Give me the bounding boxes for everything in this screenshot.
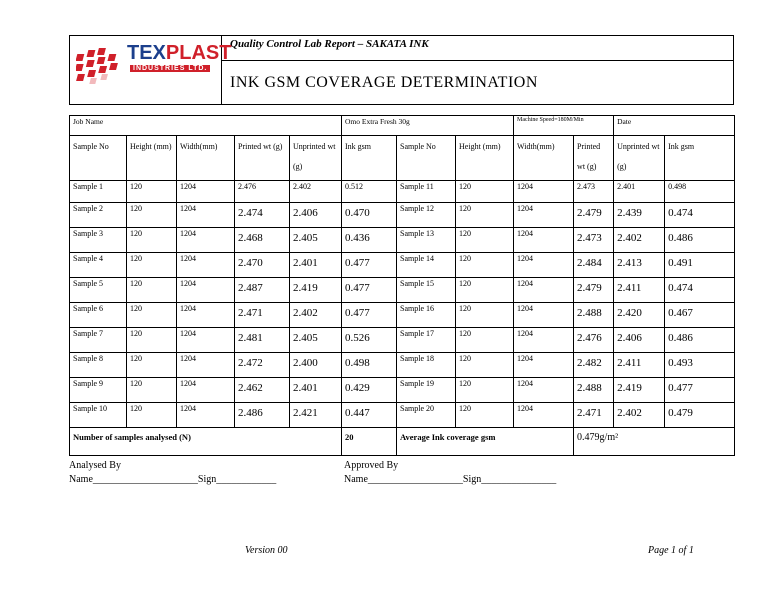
table-cell: 1204 (177, 253, 235, 278)
column-header: Sample No (70, 136, 127, 181)
approved-by-block (344, 460, 556, 485)
table-row (70, 228, 735, 253)
table-cell: 120 (456, 228, 514, 253)
table-cell: 2.470 (235, 253, 290, 278)
table-cell: 0.474 (665, 278, 735, 303)
approved-by-signature-line: Name___________________Sign_______________ (344, 474, 557, 485)
table-cell: 0.467 (665, 303, 735, 328)
table-cell: 2.401 (290, 253, 342, 278)
logo-subtitle: INDUSTRIES LTD. (130, 65, 210, 72)
table-cell: 1204 (514, 303, 574, 328)
table-cell: 2.405 (290, 228, 342, 253)
table-cell: 0.526 (342, 328, 397, 353)
average-value: 0.479g/m² (574, 428, 735, 456)
table-cell: 2.474 (235, 203, 290, 228)
table-cell: 120 (127, 203, 177, 228)
table-cell: 2.482 (574, 353, 614, 378)
column-header: Unprinted wt (g) (290, 136, 342, 181)
table-cell: Sample 8 (70, 353, 127, 378)
table-cell: Sample 7 (70, 328, 127, 353)
logo-cell (70, 36, 232, 105)
table-cell: 2.488 (574, 303, 614, 328)
table-cell: Sample 13 (397, 228, 456, 253)
column-header: Width(mm) (514, 136, 574, 181)
table-cell: 0.512 (342, 181, 397, 203)
report-title: Quality Control Lab Report – SAKATA INK (222, 36, 734, 61)
table-cell: 1204 (177, 181, 235, 203)
table-cell: 1204 (514, 353, 574, 378)
table-cell: Sample 16 (397, 303, 456, 328)
table-cell: Sample 1 (70, 181, 127, 203)
table-cell: 2.420 (614, 303, 665, 328)
table-cell: Sample 10 (70, 403, 127, 428)
table-cell: 120 (127, 181, 177, 203)
table-cell: 0.470 (342, 203, 397, 228)
table-cell: 2.486 (235, 403, 290, 428)
analysed-by-signature-line: Name_____________________Sign____________ (69, 474, 277, 485)
table-cell: 120 (127, 228, 177, 253)
table-cell: 1204 (514, 378, 574, 403)
table-cell: 2.406 (614, 328, 665, 353)
table-row (70, 203, 735, 228)
version-label: Version 00 (245, 545, 288, 556)
table-cell: 2.401 (614, 181, 665, 203)
table-cell: 2.481 (235, 328, 290, 353)
table-cell: 2.468 (235, 228, 290, 253)
table-cell: 120 (127, 403, 177, 428)
table-cell: Sample 9 (70, 378, 127, 403)
table-cell: 0.477 (665, 378, 735, 403)
column-header: Ink gsm (665, 136, 735, 181)
column-header: Sample No (397, 136, 456, 181)
table-cell: 1204 (177, 378, 235, 403)
column-header: Width(mm) (177, 136, 235, 181)
table-cell: 2.462 (235, 378, 290, 403)
table-cell: 2.471 (574, 403, 614, 428)
table-cell: 0.477 (342, 303, 397, 328)
table-cell: 0.447 (342, 403, 397, 428)
table-cell: 2.405 (290, 328, 342, 353)
table-row (70, 403, 735, 428)
table-cell: Sample 12 (397, 203, 456, 228)
table-cell: 1204 (514, 278, 574, 303)
table-cell: 120 (127, 278, 177, 303)
column-header: Printed wt (g) (574, 136, 614, 181)
table-cell: 1204 (514, 253, 574, 278)
table-row (70, 303, 735, 328)
table-cell: 0.474 (665, 203, 735, 228)
table-cell: 0.498 (665, 181, 735, 203)
table-cell: 2.476 (235, 181, 290, 203)
table-cell: Sample 11 (397, 181, 456, 203)
page-number: Page 1 of 1 (648, 545, 694, 556)
table-cell: 120 (456, 203, 514, 228)
column-header-row (70, 136, 735, 181)
table-cell: 2.473 (574, 228, 614, 253)
machine-speed: Machine Speed=180M/Min (514, 116, 614, 136)
table-row (70, 253, 735, 278)
table-cell: Sample 3 (70, 228, 127, 253)
column-header: Ink gsm (342, 136, 397, 181)
table-row (70, 181, 735, 203)
table-cell: 1204 (514, 228, 574, 253)
table-cell: 1204 (514, 203, 574, 228)
table-cell: 2.402 (290, 303, 342, 328)
table-cell: 2.471 (235, 303, 290, 328)
analysed-by-block (69, 460, 276, 485)
table-cell: 0.486 (665, 328, 735, 353)
table-cell: 2.476 (574, 328, 614, 353)
samples-count-value: 20 (342, 428, 397, 456)
logo-wordmark: TEXPLAST (127, 42, 232, 64)
logo-cube-icon (76, 44, 126, 90)
table-cell: 0.436 (342, 228, 397, 253)
page-title: INK GSM COVERAGE DETERMINATION (222, 61, 734, 105)
table-cell: Sample 6 (70, 303, 127, 328)
table-cell: 120 (127, 303, 177, 328)
info-row (70, 116, 735, 136)
report-header (69, 35, 734, 105)
table-cell: 2.487 (235, 278, 290, 303)
table-cell: 120 (127, 328, 177, 353)
date-label: Date (614, 116, 735, 136)
table-cell: 2.421 (290, 403, 342, 428)
approved-by-label: Approved By (344, 460, 399, 471)
summary-row (70, 428, 735, 456)
table-cell: 120 (127, 253, 177, 278)
table-cell: 120 (456, 328, 514, 353)
table-cell: 1204 (514, 403, 574, 428)
column-header: Height (mm) (456, 136, 514, 181)
table-cell: 0.477 (342, 278, 397, 303)
table-cell: Sample 19 (397, 378, 456, 403)
table-cell: Sample 14 (397, 253, 456, 278)
table-cell: 120 (456, 403, 514, 428)
column-header: Unprinted wt (g) (614, 136, 665, 181)
table-row (70, 328, 735, 353)
column-header: Height (mm) (127, 136, 177, 181)
table-cell: 1204 (177, 303, 235, 328)
job-name-label: Job Name (70, 116, 342, 136)
table-cell: 2.488 (574, 378, 614, 403)
product-name: Omo Extra Fresh 30g (342, 116, 514, 136)
table-cell: 2.439 (614, 203, 665, 228)
table-cell: 2.402 (614, 403, 665, 428)
table-cell: 1204 (177, 403, 235, 428)
table-row (70, 378, 735, 403)
table-cell: 1204 (177, 328, 235, 353)
table-cell: 0.491 (665, 253, 735, 278)
table-cell: 0.429 (342, 378, 397, 403)
table-cell: 2.419 (614, 378, 665, 403)
table-cell: 1204 (177, 278, 235, 303)
table-cell: 0.479 (665, 403, 735, 428)
table-row (70, 278, 735, 303)
table-cell: 2.484 (574, 253, 614, 278)
table-row (70, 353, 735, 378)
table-cell: Sample 2 (70, 203, 127, 228)
table-cell: 1204 (514, 328, 574, 353)
table-cell: Sample 20 (397, 403, 456, 428)
gsm-table (69, 115, 735, 456)
table-cell: 0.477 (342, 253, 397, 278)
table-cell: 0.493 (665, 353, 735, 378)
table-cell: 120 (456, 303, 514, 328)
table-cell: 2.473 (574, 181, 614, 203)
samples-count-label: Number of samples analysed (N) (70, 428, 342, 456)
table-cell: 2.419 (290, 278, 342, 303)
table-cell: 1204 (177, 353, 235, 378)
table-cell: 120 (456, 278, 514, 303)
average-label: Average Ink coverage gsm (397, 428, 574, 456)
table-cell: 2.411 (614, 278, 665, 303)
analysed-by-label: Analysed By (69, 460, 121, 471)
table-cell: 2.413 (614, 253, 665, 278)
table-cell: 1204 (514, 181, 574, 203)
table-cell: 2.406 (290, 203, 342, 228)
table-cell: Sample 4 (70, 253, 127, 278)
table-cell: Sample 5 (70, 278, 127, 303)
table-cell: 1204 (177, 228, 235, 253)
table-cell: 2.402 (290, 181, 342, 203)
table-cell: 120 (127, 378, 177, 403)
table-cell: 1204 (177, 203, 235, 228)
table-cell: 2.400 (290, 353, 342, 378)
table-cell: 2.479 (574, 278, 614, 303)
table-cell: 2.411 (614, 353, 665, 378)
table-cell: 120 (456, 378, 514, 403)
table-cell: 120 (127, 353, 177, 378)
table-cell: 2.479 (574, 203, 614, 228)
column-header: Printed wt (g) (235, 136, 290, 181)
table-cell: 120 (456, 253, 514, 278)
table-cell: 120 (456, 353, 514, 378)
table-cell: 0.498 (342, 353, 397, 378)
table-cell: 2.472 (235, 353, 290, 378)
table-cell: 2.401 (290, 378, 342, 403)
table-cell: Sample 15 (397, 278, 456, 303)
table-cell: 120 (456, 181, 514, 203)
table-cell: 2.402 (614, 228, 665, 253)
table-cell: 0.486 (665, 228, 735, 253)
company-logo (70, 36, 232, 104)
table-cell: Sample 17 (397, 328, 456, 353)
table-cell: Sample 18 (397, 353, 456, 378)
